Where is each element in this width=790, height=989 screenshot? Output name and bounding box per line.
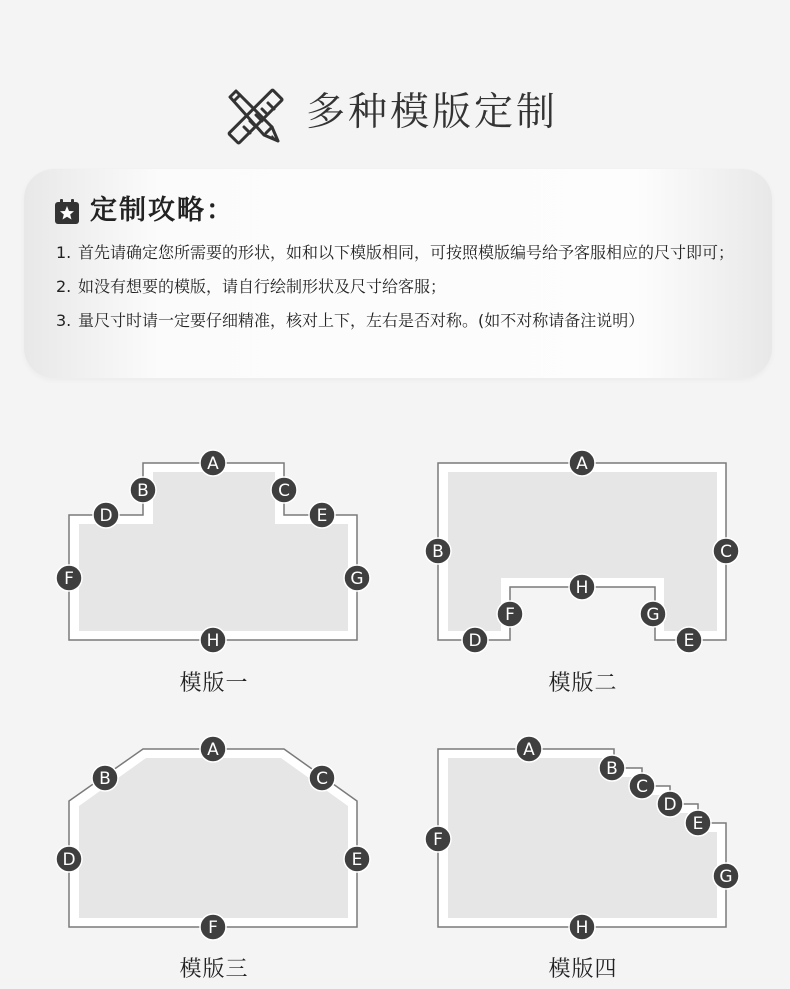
template-1-badge-g [344, 565, 370, 591]
badge-label: E [692, 814, 704, 834]
guide-item-text: 首先请确定您所需要的形状，如和以下模版相同，可按照模版编号给予客服相应的尺寸即可； [78, 243, 735, 262]
guide-item-number: 2. [56, 277, 72, 296]
template-3-badge-b [92, 765, 118, 791]
badge-label: B [137, 481, 149, 501]
badge-label: E [351, 850, 363, 870]
template-2-badge-c [713, 538, 739, 564]
template-1-badge-h [200, 627, 226, 653]
badge-label: F [208, 918, 218, 938]
guide-item-number: 1. [56, 243, 72, 262]
badge-label: F [64, 569, 74, 589]
template-4-badge-a [516, 736, 542, 762]
template-3-badge-e [344, 846, 370, 872]
template-4-badge-h [569, 914, 595, 940]
badge-label: D [99, 506, 113, 526]
template-2-badge-e [676, 627, 702, 653]
badge-label: B [99, 769, 111, 789]
template-4-badge-d [657, 791, 683, 817]
badge-label: C [636, 777, 648, 797]
badge-label: G [350, 569, 364, 589]
badge-label: H [575, 918, 589, 938]
template-2-badge-f [497, 601, 523, 627]
template-3-badge-a [200, 736, 226, 762]
page-title: 多种模版定制 [306, 90, 559, 135]
badge-label: C [720, 542, 732, 562]
template-2-badge-g [640, 601, 666, 627]
template-3-badge-f [200, 914, 226, 940]
template-1-name: 模版一 [179, 671, 249, 696]
badge-label: G [646, 605, 660, 625]
template-2-badge-b [425, 538, 451, 564]
badge-label: A [523, 740, 535, 760]
template-2-name: 模版二 [548, 671, 618, 696]
badge-label: A [207, 740, 219, 760]
badge-label: F [433, 830, 443, 850]
guide-item-text: 如没有想要的模版，请自行绘制形状及尺寸给客服； [78, 277, 447, 296]
template-4-badge-g [713, 863, 739, 889]
badge-label: D [62, 850, 76, 870]
template-1-badge-e [309, 502, 335, 528]
badge-label: A [207, 454, 219, 474]
template-1-badge-a [200, 450, 226, 476]
template-1-shape [69, 463, 357, 640]
badge-label: G [719, 867, 733, 887]
badge-label: D [663, 795, 677, 815]
template-2-badge-h [569, 574, 595, 600]
badge-label: H [206, 631, 220, 651]
badge-label: A [576, 454, 588, 474]
template-1-badge-b [130, 477, 156, 503]
template-4-badge-c [629, 773, 655, 799]
template-3-badge-d [56, 846, 82, 872]
badge-label: E [683, 631, 695, 651]
badge-label: C [316, 769, 328, 789]
badge-label: E [316, 506, 328, 526]
guide-item-number: 3. [56, 311, 72, 330]
template-4-badge-f [425, 826, 451, 852]
template-3-name: 模版三 [179, 957, 249, 982]
guide-item-text: 量尺寸时请一定要仔细精准，核对上下，左右是否对称。(如不对称请备注说明） [78, 311, 645, 330]
template-2-badge-d [462, 627, 488, 653]
template-2-badge-a [569, 450, 595, 476]
template-2-shape [438, 463, 726, 640]
template-4-shape [438, 749, 726, 927]
template-1-badge-c [271, 477, 297, 503]
guide-title: 定制攻略： [90, 195, 235, 226]
template-4-name: 模版四 [548, 957, 618, 982]
badge-label: C [278, 481, 290, 501]
badge-label: D [468, 631, 482, 651]
badge-label: H [575, 578, 589, 598]
badge-label: B [432, 542, 444, 562]
template-4-badge-e [685, 810, 711, 836]
template-1-badge-f [56, 565, 82, 591]
badge-label: B [606, 759, 618, 779]
badge-label: F [505, 605, 515, 625]
template-4-badge-b [599, 755, 625, 781]
template-3-badge-c [309, 765, 335, 791]
template-1-badge-d [93, 502, 119, 528]
